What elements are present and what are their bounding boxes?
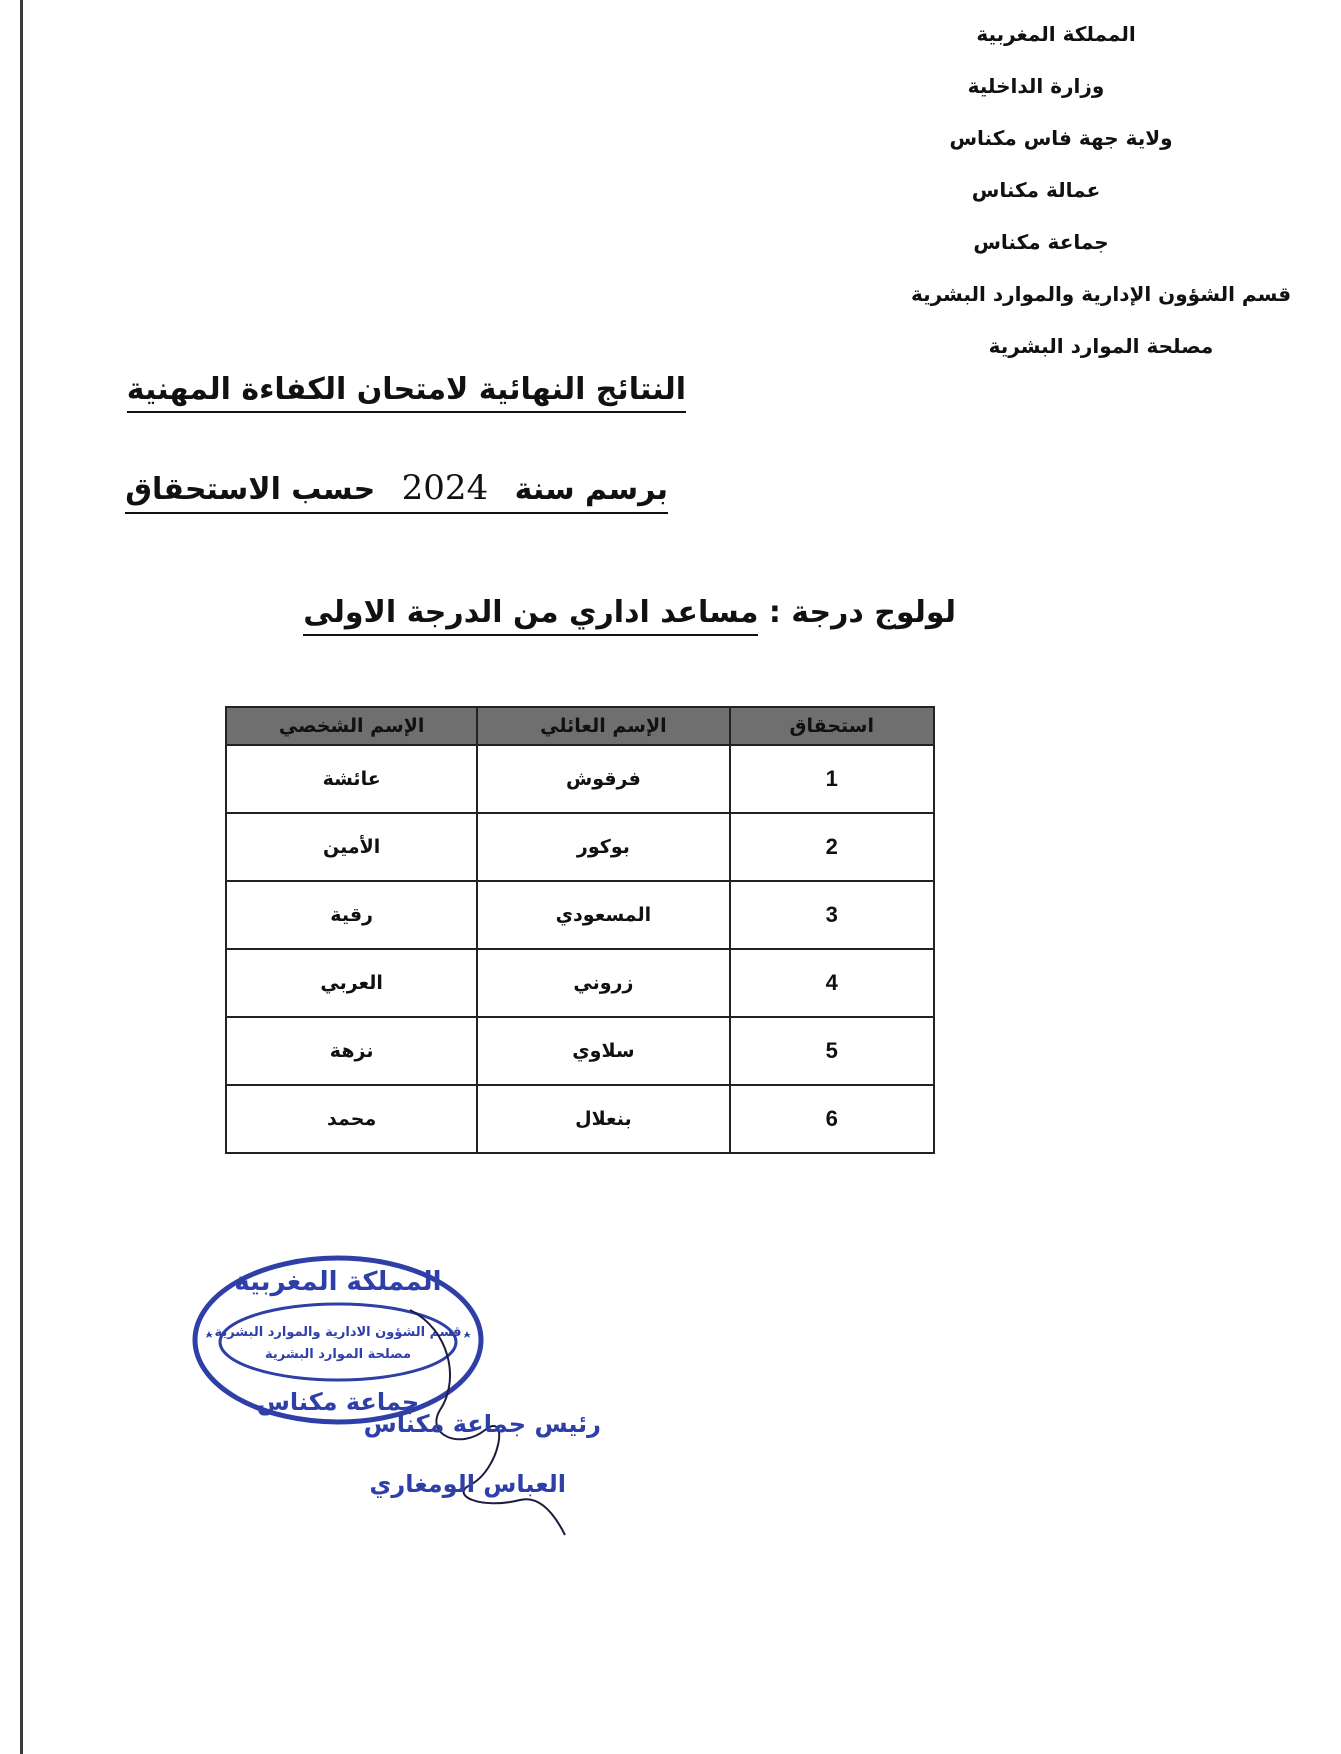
first-name-cell: الأمين: [226, 813, 477, 881]
administrative-header: [861, 8, 1292, 372]
table-row: [226, 745, 934, 813]
family-name-cell: بنعلال: [477, 1085, 729, 1153]
scan-edge-line: [20, 0, 23, 1754]
svg-text:جماعة مكناس: جماعة مكناس: [256, 1388, 420, 1416]
svg-text:قسم الشؤون الادارية والموارد ا: قسم الشؤون الادارية والموارد البشرية: [214, 1325, 462, 1340]
rank-cell: 1: [730, 745, 934, 813]
family-name-cell: بوكور: [477, 813, 729, 881]
signatory-title: رئيس جماعة مكناس: [363, 1410, 601, 1438]
header-prefecture: عمالة مكناس: [971, 178, 1101, 202]
first-name-cell: العربي: [226, 949, 477, 1017]
header-family-name: الإسم العائلي: [477, 707, 729, 745]
family-name-cell: سلاوي: [477, 1017, 729, 1085]
header-rank: استحقاق: [730, 707, 934, 745]
header-kingdom: المملكة المغربية: [976, 22, 1136, 46]
first-name-cell: عائشة: [226, 745, 477, 813]
session-year: 2024: [401, 468, 489, 508]
signatory-name: العباس الومغاري: [369, 1470, 566, 1498]
session-suffix: حسب الاستحقاق: [125, 472, 376, 507]
session-line: [125, 468, 668, 514]
header-region: ولاية جهة فاس مكناس: [949, 126, 1173, 150]
family-name-cell: فرقوش: [477, 745, 729, 813]
table-row: [226, 881, 934, 949]
rank-cell: 4: [730, 949, 934, 1017]
rank-cell: 3: [730, 881, 934, 949]
rank-cell: 2: [730, 813, 934, 881]
header-service: مصلحة الموارد البشرية: [988, 334, 1214, 358]
grade-value: مساعد اداري من الدرجة الاولى: [303, 595, 758, 636]
first-name-cell: نزهة: [226, 1017, 477, 1085]
table-row: [226, 949, 934, 1017]
rank-cell: 5: [730, 1017, 934, 1085]
first-name-cell: محمد: [226, 1085, 477, 1153]
family-name-cell: المسعودي: [477, 881, 729, 949]
table-header-row: [226, 707, 934, 745]
session-prefix: برسم سنة: [514, 472, 668, 507]
table-row: [226, 813, 934, 881]
header-first-name: الإسم الشخصي: [226, 707, 477, 745]
document-title: النتائج النهائية لامتحان الكفاءة المهنية: [127, 372, 686, 413]
header-commune: جماعة مكناس: [973, 230, 1109, 254]
header-division: قسم الشؤون الإدارية والموارد البشرية: [910, 282, 1292, 306]
grade-line: [303, 595, 956, 630]
results-table: [225, 706, 935, 1154]
svg-text:المملكة المغربية: المملكة المغربية: [234, 1267, 442, 1297]
svg-text:مصلحة الموارد البشرية: مصلحة الموارد البشرية: [264, 1347, 412, 1362]
table-row: [226, 1017, 934, 1085]
table-row: [226, 1085, 934, 1153]
rank-cell: 6: [730, 1085, 934, 1153]
first-name-cell: رقية: [226, 881, 477, 949]
grade-label: لولوج درجة :: [768, 595, 956, 630]
header-ministry: وزارة الداخلية: [967, 74, 1105, 98]
family-name-cell: زروني: [477, 949, 729, 1017]
